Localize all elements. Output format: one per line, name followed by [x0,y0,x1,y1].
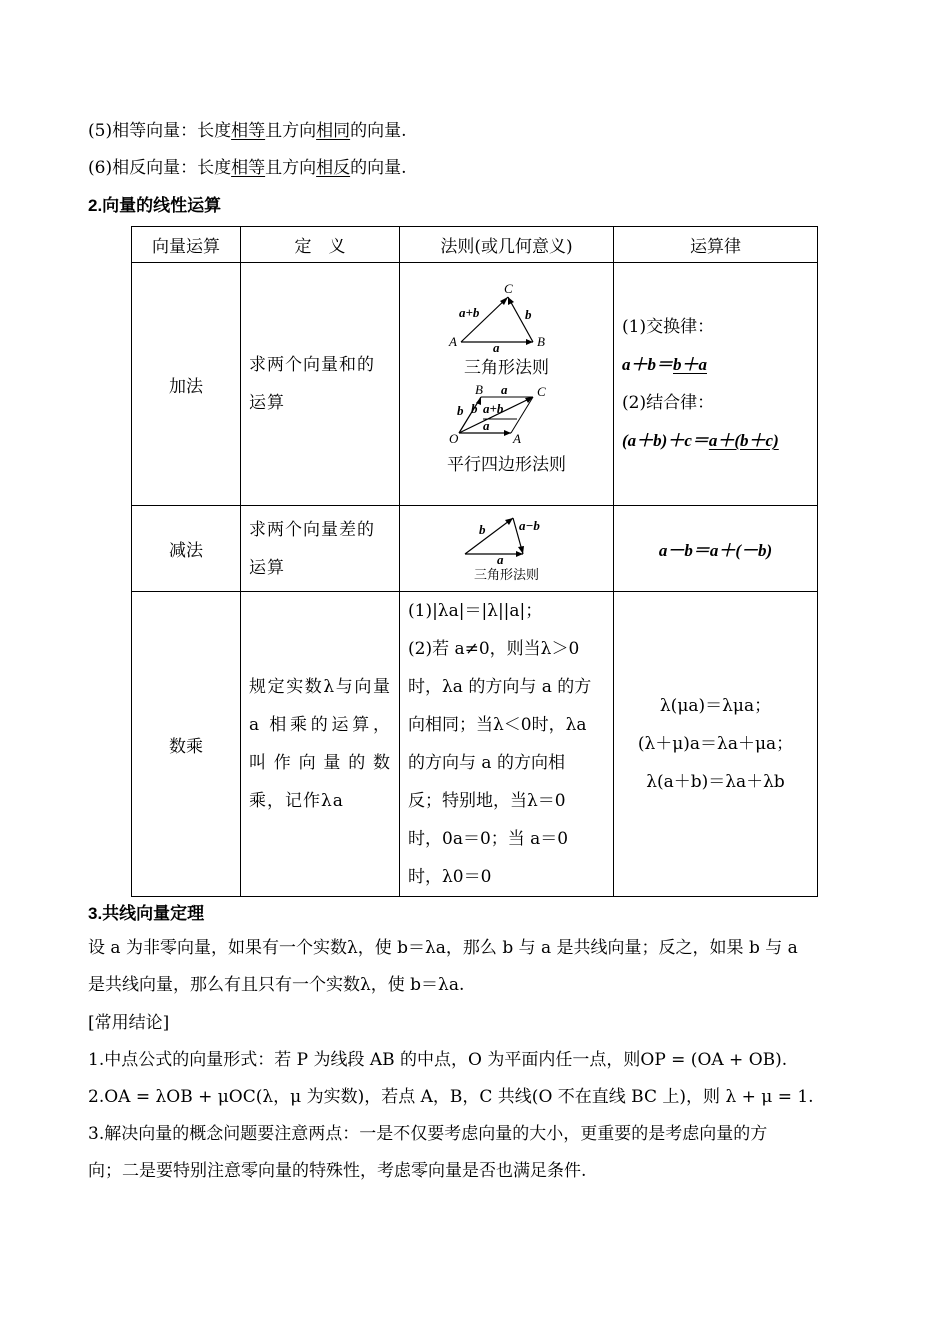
blank-answer: 相等 [231,158,266,178]
label-b: b [478,522,485,537]
addition-name: 加法 [132,263,241,506]
label-a-plus-b: a+b [458,305,479,320]
subtraction-law [614,506,818,592]
text: (6)相反向量：长度 [88,158,232,178]
table-row-addition [132,263,818,506]
text: 的向量. [350,158,407,178]
rule-line: 时，λ0＝0 [408,867,492,887]
multiplication-definition: 规定实数λ与向量 a 相乘的运算，叫作向量的数乘，记作λa [241,592,400,897]
header-law: 运算律 [614,227,818,263]
collinear-theorem-line2: 是共线向量，那么有且只有一个实数λ，使 b＝λa. [88,975,465,995]
label-B: B [474,383,483,397]
line-equal-vectors [88,116,407,141]
triangle-rule-diagram [447,283,567,353]
text: 且方向 [265,121,317,141]
header-operation: 向量运算 [132,227,241,263]
law-lhs: a＋b＝ [622,355,673,374]
multiplication-name: 数乘 [132,592,241,897]
label-a: a [492,340,499,353]
law-text: a－b＝a＋(－b) [658,541,773,560]
label-a-top: a [500,383,507,397]
rule-line: 时，0a＝0；当 a＝0 [408,829,569,849]
label-a: a [496,552,503,564]
label-b-left: b [456,403,463,418]
conclusion-1: 1.中点公式的向量形式：若 P 为线段 AB 的中点，O 为平面内任一点，则OP = (OA + OB). [88,1050,788,1070]
arrow-head [525,397,533,403]
addition-figures [400,263,614,506]
subtraction-name: 减法 [132,506,241,592]
law-line: λ(μa)＝λμa； [659,696,772,716]
arrow-head [505,518,513,525]
rule-line: 向相同；当λ＜0时，λa [408,715,587,735]
blank-answer: 相反 [316,158,351,178]
table-row-scalar-multiplication [132,592,818,897]
law-line: (λ＋μ)a＝λa＋μa； [637,734,794,754]
vector-b [465,518,513,554]
blank-answer: 相同 [316,121,351,141]
text: (5)相等向量：长度 [88,121,232,141]
rule-line: 反；特别地，当λ＝0 [408,791,566,811]
rule-line: (2)若 a≠0，则当λ＞0 [408,639,580,659]
rule-line: 的方向与 a 的方向相 [408,753,565,773]
associative-law [622,422,817,460]
arrow-head [504,430,511,436]
label-a-bottom: a [482,418,489,433]
label-A: A [448,334,457,349]
linear-operations-table [131,226,818,897]
label-b: b [524,307,531,322]
subtraction-caption: 三角形法则 [473,568,539,583]
law-lhs: (a＋b)＋c＝ [622,431,709,450]
rule-line: (1)|λa|＝|λ||a|； [408,601,543,621]
parallelogram-rule-diagram [447,383,567,445]
parallelogram-caption: 平行四边形法则 [447,455,566,475]
label-C: C [503,283,513,296]
law-rhs: b＋a [673,355,707,374]
collinear-theorem-line1: 设 a 为非零向量，如果有一个实数λ，使 b＝λa，那么 b 与 a 是共线向量；反之，如果 b 与 a [88,938,798,958]
label-b-inner: b [470,401,477,416]
blank-answer: 相等 [231,121,266,141]
header-definition: 定 义 [241,227,400,263]
label-B: B [536,334,545,349]
label-O: O [448,431,458,445]
section3-title: 3.共线向量定理 [88,904,205,923]
addition-definition: 求两个向量和的运算 [241,263,400,506]
arrow-head [508,297,514,305]
subtraction-diagram [457,514,557,564]
text: 的向量. [350,121,407,141]
multiplication-rules [400,592,614,897]
label-A: A [512,431,521,445]
addition-laws [614,263,818,506]
conclusions-title: [常用结论] [88,1013,170,1033]
rule-line: 时，λa 的方向与 a 的方 [408,677,592,697]
section2-title: 2.向量的线性运算 [88,196,222,215]
label-a-plus-b: a+b [482,401,503,416]
conclusion-3-line2: 向；二是要特别注意零向量的特殊性，考虑零向量是否也满足条件. [88,1161,587,1181]
triangle-caption: 三角形法则 [464,358,549,378]
subtraction-definition: 求两个向量差的运算 [241,506,400,592]
commutative-title: (1)交换律： [622,317,715,337]
conclusion-2: 2.OA = λOB + μOC(λ，μ 为实数)，若点 A，B，C 共线(O 不在直线 BC 上)，则 λ + μ = 1. [88,1087,814,1107]
line-opposite-vectors [88,153,407,178]
law-line: λ(a＋b)＝λa＋λb [646,772,785,792]
associative-title: (2)结合律： [622,393,715,413]
law-rhs: a＋(b＋c) [708,431,779,450]
subtraction-figure [400,506,614,592]
multiplication-laws [614,592,818,897]
conclusion-3-line1: 3.解决向量的概念问题要注意两点：一是不仅要考虑向量的大小，更重要的是考虑向量的方 [88,1124,768,1144]
text: 且方向 [265,158,317,178]
label-C: C [536,384,546,399]
table-header-row [132,227,818,263]
table-row-subtraction [132,506,818,592]
label-a-minus-b: a−b [518,518,540,533]
commutative-law [622,346,817,384]
header-rule: 法则(或几何意义) [400,227,614,263]
